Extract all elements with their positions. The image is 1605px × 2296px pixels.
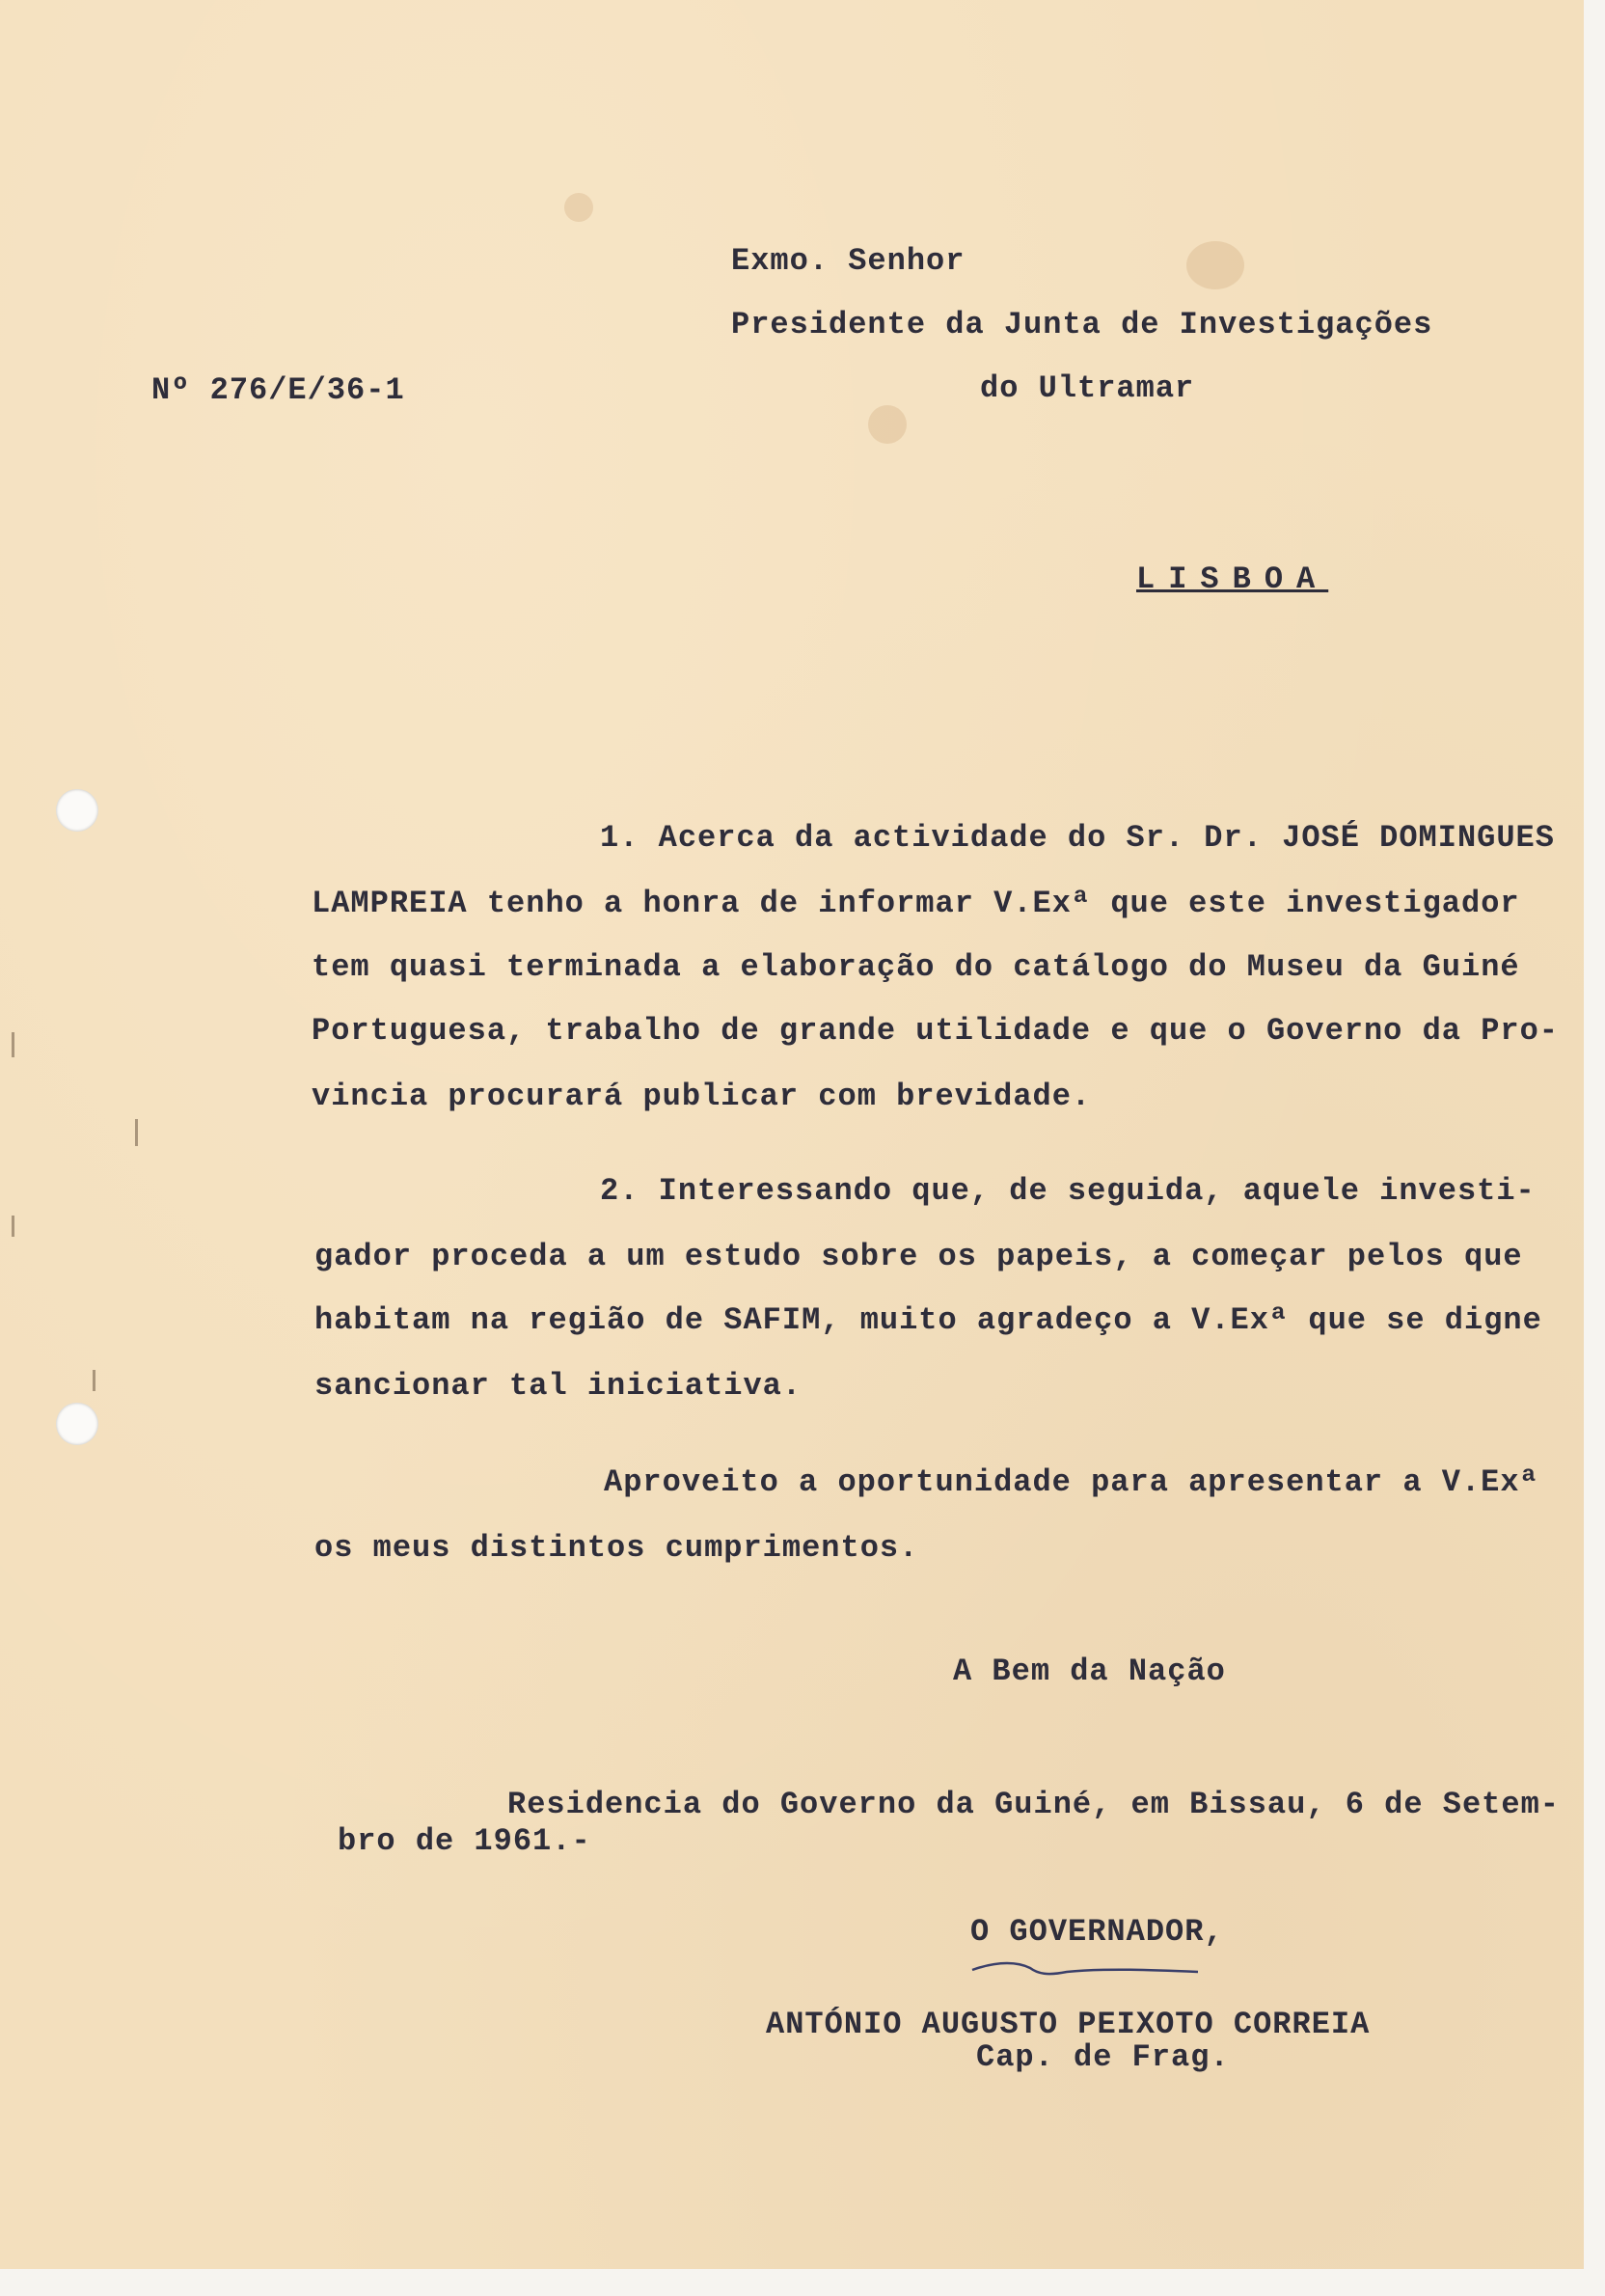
- closing-line: os meus distintos cumprimentos.: [314, 1530, 919, 1566]
- place-date-line: bro de 1961.-: [338, 1823, 591, 1859]
- signatory-rank: Cap. de Frag.: [976, 2039, 1230, 2075]
- signature-title: O GOVERNADOR,: [970, 1914, 1224, 1950]
- paragraph-2-line: gador proceda a um estudo sobre os papeis, a começar pelos que: [314, 1239, 1523, 1274]
- paragraph-1-line: Portuguesa, trabalho de grande utilidade e que o Governo da Pro-: [312, 1013, 1559, 1049]
- addressee-city: LISBOA: [1136, 561, 1329, 597]
- reference-number: Nº 276/E/36-1: [151, 372, 405, 408]
- margin-mark: [93, 1370, 95, 1391]
- margin-mark: [12, 1032, 14, 1057]
- paragraph-2-line: habitam na região de SAFIM, muito agradeço a V.Exª que se digne: [314, 1302, 1542, 1338]
- handwritten-signature: [970, 1954, 1202, 1983]
- paragraph-2-line: 2. Interessando que, de seguida, aquele investi-: [600, 1173, 1536, 1209]
- margin-mark: [135, 1119, 138, 1146]
- punch-hole-top: [56, 789, 98, 832]
- paper-stain: [564, 193, 593, 222]
- margin-mark: [12, 1216, 14, 1237]
- paragraph-1-line: LAMPREIA tenho a honra de informar V.Exª que este investigador: [312, 886, 1520, 921]
- signatory-name: ANTÓNIO AUGUSTO PEIXOTO CORREIA: [766, 2007, 1371, 2042]
- addressee-line-2: Presidente da Junta de Investigações: [731, 307, 1433, 342]
- paragraph-2-line: sancionar tal iniciativa.: [314, 1368, 802, 1404]
- addressee-line-1: Exmo. Senhor: [731, 243, 966, 279]
- place-date-line: Residencia do Governo da Guiné, em Bissau, 6 de Setem-: [507, 1787, 1560, 1822]
- salutation: A Bem da Nação: [953, 1654, 1226, 1689]
- paragraph-1-line: 1. Acerca da actividade do Sr. Dr. JOSÉ DOMINGUES: [600, 820, 1555, 856]
- paper-stain: [868, 405, 907, 444]
- paragraph-1-line: tem quasi terminada a elaboração do catálogo do Museu da Guiné: [312, 949, 1520, 985]
- paragraph-1-line: vincia procurará publicar com brevidade.: [312, 1079, 1092, 1114]
- punch-hole-bottom: [56, 1403, 98, 1445]
- closing-line: Aproveito a oportunidade para apresentar a V.Exª: [604, 1464, 1539, 1500]
- paper-stain: [1186, 241, 1244, 289]
- addressee-line-3: do Ultramar: [980, 370, 1195, 406]
